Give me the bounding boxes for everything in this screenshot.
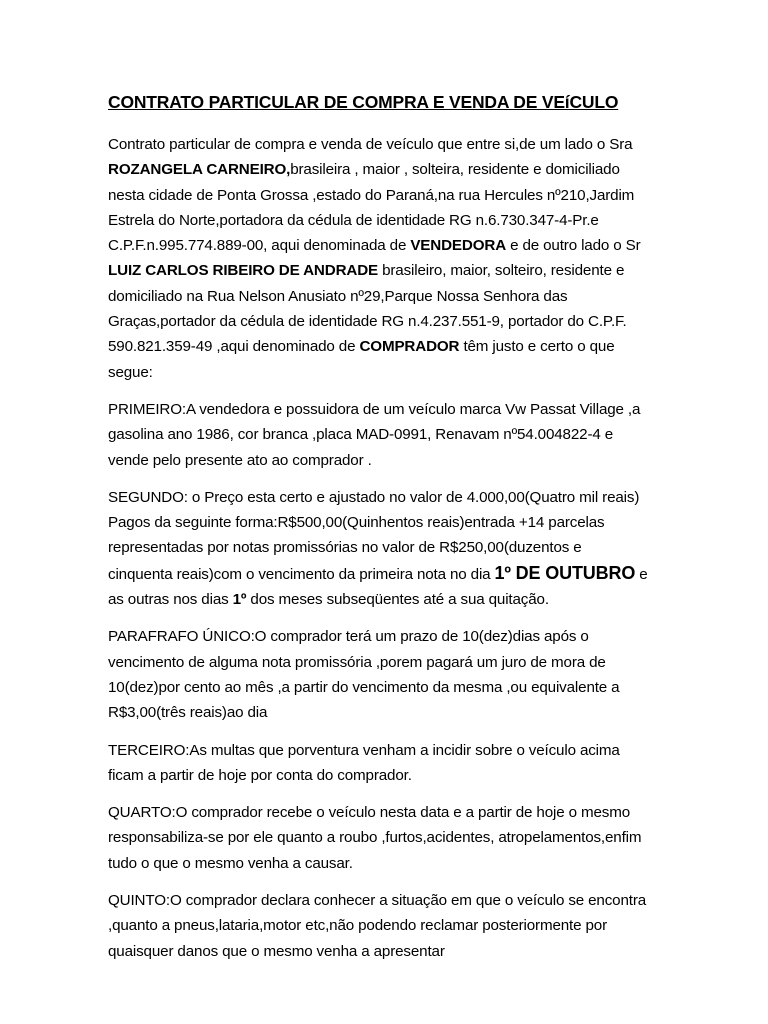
clause-text: As multas que porventura venham a incidir sobre o veículo acima ficam a partir de hoje por conta do comprador.: [108, 741, 620, 784]
intro-text-2: brasileira , maior , solteira, residente e domiciliado nesta cidade de Ponta Grossa ,estado do Paraná,na rua Hercules nº210,Jardim Estrela do Norte,portadora da cédula de identidade RG n.6.730.347-4-Pr.e C.P.F.n.995.774.889-00, aqui denominada de: [108, 161, 635, 255]
clause-quarto: [108, 800, 648, 876]
clause-segundo: [108, 485, 648, 612]
intro-text-1: Contrato particular de compra e venda de veículo que entre si,de um lado o Sra: [108, 136, 633, 153]
due-date-highlight: 1º DE OUTUBRO: [494, 562, 636, 583]
buyer-role: COMPRADOR: [359, 338, 460, 356]
clause-text: O comprador recebe o veículo nesta data e a partir de hoje o mesmo responsabiliza-se por ele quanto a roubo ,furtos,acidentes, atropelamentos,enfim tudo o que o mesmo venha a causar.: [108, 804, 642, 872]
clause-text-1: o Preço esta certo e ajustado no valor de 4.000,00(Quatro mil reais) Pagos da seguinte forma:R$500,00(Quinhentos reais)entrada +14 parcelas representadas por notas promissórias no valor de R$250,00(duzentos e cinquenta reais)com o vencimento da primeira nota no dia: [108, 488, 640, 583]
clause-label: PRIMEIRO:: [108, 400, 186, 418]
intro-text-5: têm justo e certo o que segue:: [108, 338, 615, 381]
intro-text-3: e de outro lado o Sr: [506, 237, 641, 255]
clause-label: SEGUNDO:: [108, 488, 188, 506]
intro-paragraph: [108, 132, 648, 385]
clause-quinto: [108, 888, 648, 964]
clause-label: PARAFRAFO ÚNICO:: [108, 628, 255, 646]
clause-text: O comprador declara conhecer a situação em que o veículo se encontra ,quanto a pneus,lataria,motor etc,não podendo reclamar posteriormente por quaisquer danos que o mesmo venha a apresentar: [108, 892, 647, 960]
seller-role: VENDEDORA: [410, 237, 507, 255]
contract-page: [108, 88, 648, 976]
due-day: 1º: [232, 591, 247, 609]
clause-text: A vendedora e possuidora de um veículo marca Vw Passat Village ,a gasolina ano 1986, cor branca ,placa MAD-0991, Renavam nº54.004822-4 e vende pelo presente ato ao comprador .: [108, 400, 641, 469]
seller-name: ROZANGELA CARNEIRO,: [108, 161, 291, 179]
clause-text: O comprador terá um prazo de 10(dez)dias após o vencimento de alguma nota promissória ,porem pagará um juro de mora de 10(dez)por cento ao mês ,a partir do vencimento da mesma ,ou equivalente a R$3,00(três reais)ao dia: [108, 628, 620, 722]
buyer-name: LUIZ CARLOS RIBEIRO DE ANDRADE: [108, 262, 379, 280]
clause-primeiro: [108, 397, 648, 473]
clause-label: QUARTO:: [108, 804, 176, 822]
clause-text-2: e as outras nos dias: [108, 565, 648, 609]
clause-text-3: dos meses subseqüentes até a sua quitação.: [246, 591, 549, 609]
clause-label: QUINTO:: [108, 892, 170, 910]
intro-text-4: brasileiro, maior, solteiro, residente e domiciliado na Rua Nelson Anusiato nº29,Parque Nossa Senhora das Graças,portador da cédula de identidade RG n.4.237.551-9, portador do C.P.F. 590.821.359-49 ,aqui denominado de: [108, 262, 627, 356]
clause-paragrafo-unico: [108, 624, 648, 725]
clause-label: TERCEIRO:: [108, 741, 190, 759]
contract-title: CONTRATO PARTICULAR DE COMPRA E VENDA DE VEíCULO: [108, 92, 619, 112]
clause-terceiro: [108, 738, 648, 789]
